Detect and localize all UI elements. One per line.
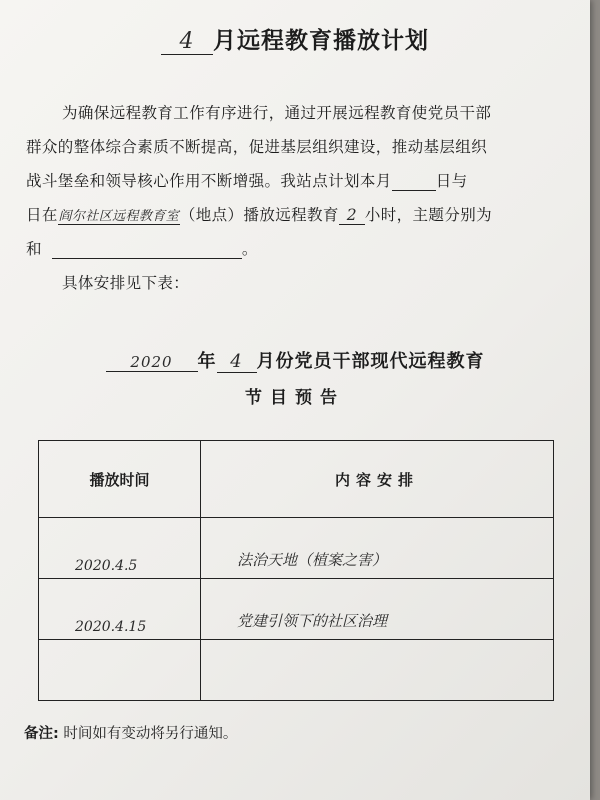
content-cell xyxy=(201,640,554,701)
hours-blank: 2 xyxy=(339,207,365,225)
year-blank: 2020 xyxy=(106,354,198,372)
date-blank-1 xyxy=(392,173,436,191)
content-cell: 法治天地（植案之害） xyxy=(201,518,554,579)
header-time: 播放时间 xyxy=(39,441,201,518)
content-cell: 党建引领下的社区治理 xyxy=(201,579,554,640)
paragraph-text: 。 xyxy=(241,240,258,258)
paragraph-line: 战斗堡垒和领导核心作用不断增强。我站点计划本月 xyxy=(26,172,392,190)
month-blank: 4 xyxy=(217,352,257,373)
intro-paragraph xyxy=(26,96,574,300)
footnote xyxy=(24,722,237,743)
note-label: 备注: xyxy=(24,726,59,742)
header-content: 内容安排 xyxy=(201,441,554,518)
paragraph-text: 日在 xyxy=(26,206,58,224)
year-label: 年 xyxy=(197,351,217,372)
table-row xyxy=(39,640,554,701)
paragraph-text: 和 xyxy=(26,240,42,258)
paragraph-text: （地点）播放远程教育 xyxy=(179,206,339,224)
paragraph-line: 群众的整体综合素质不断提高，促进基层组织建设，推动基层组织 xyxy=(26,138,488,156)
time-cell: 2020.4.5 xyxy=(39,518,201,579)
announcement-title xyxy=(0,347,590,373)
announcement-text: 月份党员干部现代远程教育 xyxy=(256,351,485,372)
title-month-blank: 4 xyxy=(161,30,213,55)
note-text: 时间如有变动将另行通知。 xyxy=(63,726,238,742)
paragraph-line: 为确保远程教育工作有序进行，通过开展远程教育使党员干部 xyxy=(62,104,492,122)
title-text: 月远程教育播放计划 xyxy=(213,28,429,54)
table-row xyxy=(39,579,554,640)
page-title xyxy=(0,22,590,55)
paragraph-text: 小时，主题分别为 xyxy=(364,206,493,224)
table-row xyxy=(39,518,554,579)
time-cell xyxy=(39,640,201,701)
theme-blank xyxy=(52,241,242,259)
time-cell: 2020.4.15 xyxy=(39,579,201,640)
paragraph-line: 具体安排见下表： xyxy=(62,274,190,292)
announcement-subtitle: 节目预告 xyxy=(245,388,345,408)
schedule-table xyxy=(38,440,554,701)
location-blank: 阎尔社区远程教育室 xyxy=(58,209,180,224)
paragraph-text: 日与 xyxy=(435,172,468,190)
